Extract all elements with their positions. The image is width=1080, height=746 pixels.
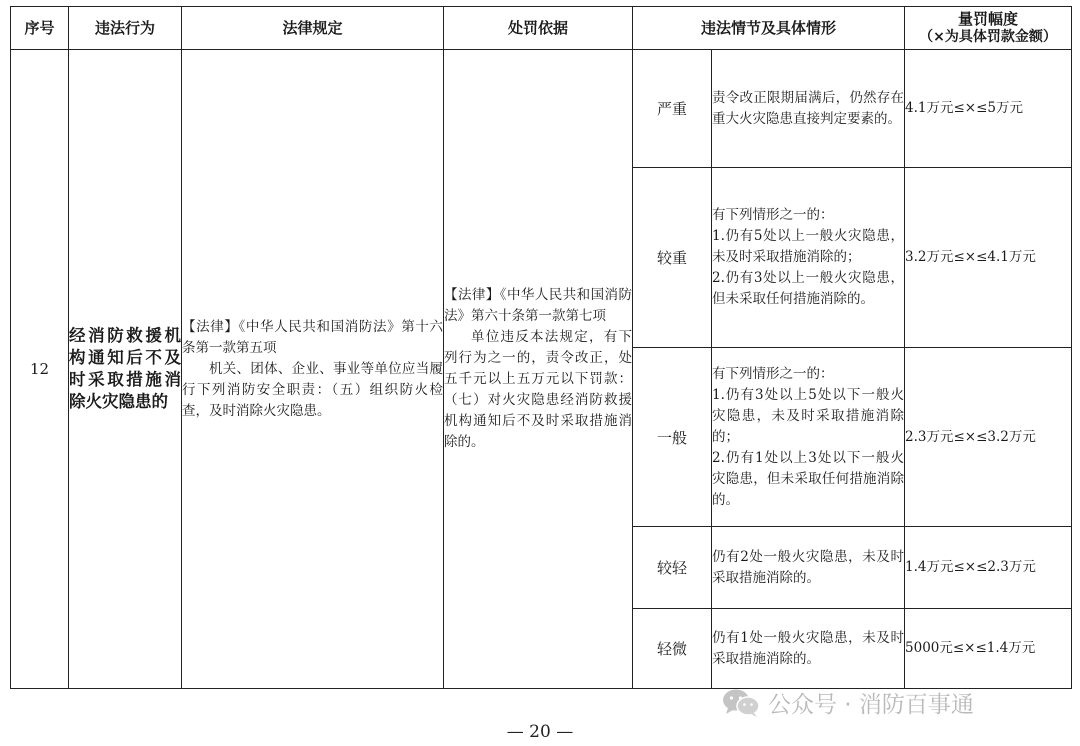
law-citation: 【法律】《中华人民共和国消防法》第十六条第一款第五项: [182, 318, 443, 356]
desc-cell: [712, 527, 905, 609]
desc-line: 仍有2处一般火灾隐患，未及时采取措施消除的。: [712, 548, 905, 586]
amount-cell: 3.2万元≤×≤4.1万元: [905, 168, 1072, 348]
violation-cell: 经消防救援机构通知后不及时采取措施消除火灾隐患的: [69, 50, 182, 689]
basis-cell: [444, 50, 633, 689]
law-cell: [182, 50, 444, 689]
header-basis: 处罚依据: [444, 7, 633, 50]
row-index: 12: [11, 50, 69, 689]
wechat-icon: [722, 688, 760, 718]
desc-line: 有下列情形之一的：: [712, 207, 834, 223]
header-circumstances: 违法情节及具体情形: [633, 7, 905, 50]
level-cell: 一般: [633, 348, 712, 527]
watermark: [722, 686, 974, 719]
desc-cell: [712, 348, 905, 527]
header-law: 法律规定: [182, 7, 444, 50]
desc-line: 2.仍有1处以上3处以下一般火灾隐患，但未采取任何措施消除的。: [712, 449, 905, 508]
page-number: — 20 —: [506, 722, 574, 742]
desc-cell: [712, 50, 905, 168]
desc-cell: [712, 609, 905, 689]
header-violation: 违法行为: [69, 7, 182, 50]
desc-line: 1.仍有3处以上5处以下一般火灾隐患，未及时采取措施消除的；: [712, 386, 905, 445]
header-amount-note: （×为具体罚款金额）: [919, 29, 1057, 45]
desc-line: 责令改正限期届满后，仍然存在重大火灾隐患直接判定要素的。: [712, 89, 905, 127]
level-cell: 轻微: [633, 609, 712, 689]
header-amount-title: 量罚幅度: [958, 10, 1019, 28]
desc-line: 1.仍有5处以上一般火灾隐患，未及时采取措施消除的；: [712, 228, 905, 265]
watermark-text: 公众号 · 消防百事通: [768, 692, 974, 718]
basis-text: 单位违反本法规定，有下列行为之一的，责令改正，处五千元以上五万元以下罚款：（七）对火灾隐患经消防救援机构通知后不及时采取措施消除的。: [444, 329, 632, 450]
basis-citation: 【法律】《中华人民共和国消防法》第六十条第一款第七项: [444, 287, 632, 324]
header-index: 序号: [11, 7, 69, 50]
table-row: [11, 50, 1072, 168]
desc-line: 有下列情形之一的：: [712, 365, 834, 382]
desc-line: 仍有1处一般火灾隐患，未及时采取措施消除的。: [712, 629, 905, 667]
amount-cell: 4.1万元≤×≤5万元: [905, 50, 1072, 168]
level-cell: 较轻: [633, 527, 712, 609]
header-amount: [905, 7, 1072, 50]
penalty-table: [10, 6, 1072, 689]
desc-line: 2.仍有3处以上一般火灾隐患，但未采取任何措施消除的。: [712, 270, 905, 307]
desc-cell: [712, 168, 905, 348]
amount-cell: 1.4万元≤×≤2.3万元: [905, 527, 1072, 609]
level-cell: 严重: [633, 50, 712, 168]
level-cell: 较重: [633, 168, 712, 348]
amount-cell: 5000元≤×≤1.4万元: [905, 609, 1072, 689]
header-row: [11, 7, 1072, 50]
law-text: 机关、团体、企业、事业等单位应当履行下列消防安全职责：（五）组织防火检查，及时消除火灾隐患。: [182, 360, 443, 419]
amount-cell: 2.3万元≤×≤3.2万元: [905, 348, 1072, 527]
